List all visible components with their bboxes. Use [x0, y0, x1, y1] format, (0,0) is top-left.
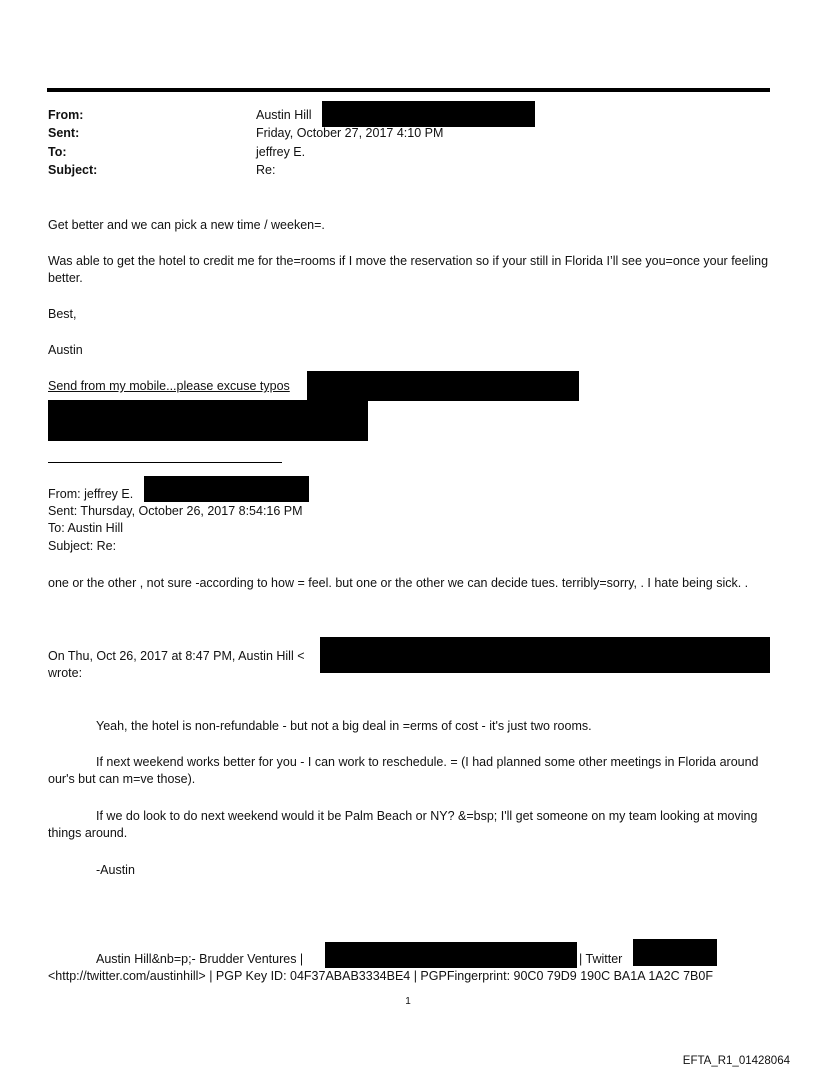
- redaction-signature-1: [307, 371, 579, 401]
- quoted-separator: [48, 462, 282, 463]
- signature-line-1b: | Twitter: [579, 952, 623, 966]
- signature-line-2: <http://twitter.com/austinhill> | PGP Key ID: 04F37ABAB3334BE4 | PGPFingerprint: 90C0 79D9 190C BA1A 1A2C 7B0F: [48, 969, 713, 983]
- quoted-paragraph-3: If we do look to do next weekend would it be Palm Beach or NY? &=bsp; I'll get someone on my team looking at moving things around.: [48, 809, 758, 840]
- quoted-signoff: -Austin: [96, 863, 135, 877]
- header-top-rule: [47, 88, 770, 92]
- body-name: Austin: [48, 343, 83, 357]
- to-value: jeffrey E.: [256, 145, 306, 159]
- sent-value: Friday, October 27, 2017 4:10 PM: [256, 126, 444, 140]
- body-paragraph-2: Was able to get the hotel to credit me for the=rooms if I move the reservation so if your still in Florida I’ll see you=once your feeling better.: [48, 254, 769, 285]
- to-label: To:: [48, 145, 67, 159]
- quoted-to: To: Austin Hill: [48, 521, 124, 535]
- body-signoff: Best,: [48, 307, 77, 321]
- redaction-from-email: [322, 101, 535, 127]
- quoted-message: one or the other , not sure -according to how = feel. but one or the other we can decide tues. terribly=sorry, . I hate being sick. .: [48, 576, 749, 590]
- from-label: From:: [48, 108, 84, 122]
- redaction-signature-contact: [325, 942, 577, 968]
- subject-label: Subject:: [48, 163, 98, 177]
- redaction-twitter-handle: [633, 939, 717, 966]
- page-number: 1: [405, 996, 411, 1007]
- quoted-paragraph-1: Yeah, the hotel is non-refundable - but not a big deal in =erms of cost - it's just two rooms.: [96, 719, 592, 733]
- quoted-subject: Subject: Re:: [48, 539, 117, 553]
- signature-line-1a: Austin Hill&nb=p;- Brudder Ventures |: [96, 952, 304, 966]
- bates-number: EFTA_R1_01428064: [682, 1055, 790, 1067]
- from-value: Austin Hill: [256, 108, 312, 122]
- quoted-wrote: wrote:: [48, 666, 83, 680]
- body-paragraph-1: Get better and we can pick a new time / weeken=.: [48, 218, 325, 232]
- sent-label: Sent:: [48, 126, 80, 140]
- redaction-signature-2: [48, 400, 368, 441]
- mobile-signature: Send from my mobile...please excuse typos: [48, 379, 290, 393]
- quoted-on-line: On Thu, Oct 26, 2017 at 8:47 PM, Austin Hill <: [48, 649, 305, 663]
- quoted-from: From: jeffrey E.: [48, 487, 134, 501]
- quoted-paragraph-2: If next weekend works better for you - I can work to reschedule. = (I had planned some other meetings in Florida around our's but can m=ve those).: [48, 755, 759, 786]
- quoted-sent: Sent: Thursday, October 26, 2017 8:54:16 PM: [48, 504, 303, 518]
- subject-value: Re:: [256, 163, 276, 177]
- redaction-quoted-from-email: [144, 476, 309, 502]
